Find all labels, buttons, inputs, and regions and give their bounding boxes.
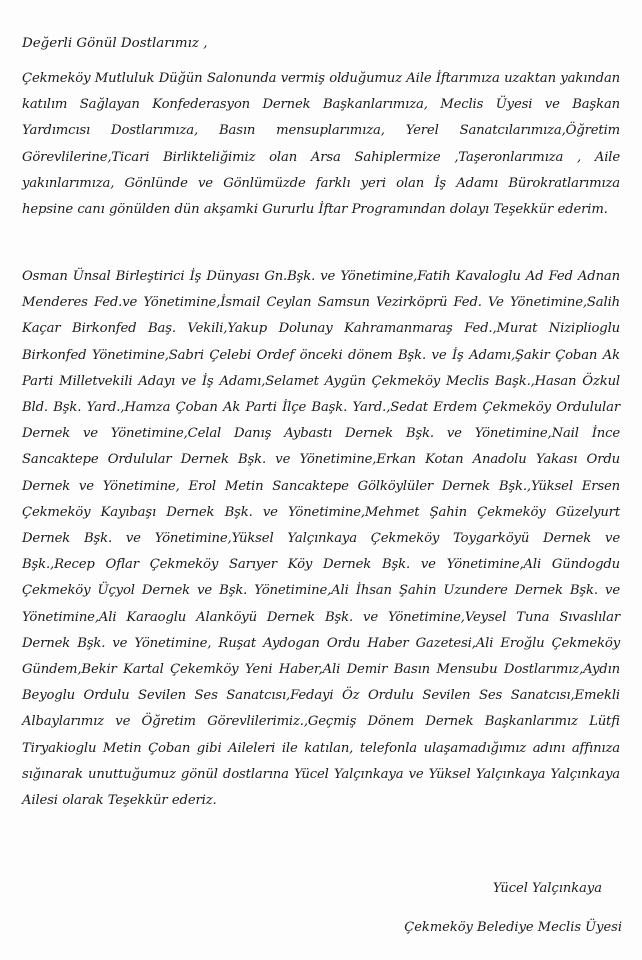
letter-salutation: Değerli Gönül Dostlarımız ,	[22, 36, 208, 51]
signature-title: Çekmeköy Belediye Meclis Üyesi	[404, 920, 622, 935]
letter-paragraph-thanks: Çekmeköy Mutluluk Düğün Salonunda vermiş olduğumuz Aile İftarımıza uzaktan yakından katılım Sağlayan Konfederasyon Dernek Başkanlarımıza, Meclis Üyesi ve Başkan Yardımcısı Dostlarımıza, Basın mensuplarımıza, Yerel Sanatcılarımıza,Öğretim Görevlilerine,Ticari Birlikteliğimiz olan Arsa Sahiplermize ,Taşeronlarımıza , Aile yakınlarımıza, Gönlünde ve Gönlümüzde farklı yeri olan İş Adamı Bürokratlarımıza hepsine canı gönülden dün akşamki Gururlu İftar Programından dolayı Teşekkür ederim.	[22, 71, 620, 218]
letter-paragraph-names: Osman Ünsal Birleştirici İş Dünyası Gn.Bşk. ve Yönetimine,Fatih Kavaloglu Ad Fed Adnan Menderes Fed.ve Yönetimine,İsmail Ceylan Samsun Vezirköprü Fed. Ve Yönetimine,Salih Kaçar Birkonfed Baş. Vekili,Yakup Dolunay Kahramanmaraş Fed.,Murat Niziplioglu Birkonfed Yönetimine,Sabri Çelebi Ordef önceki dönem Bşk. ve İş Adamı,Şakir Çoban Ak Parti Milletvekili Adayı ve İş Adamı,Selamet Aygün Çekmeköy Meclis Başk.,Hasan Özkul Bld. Bşk. Yard.,Hamza Çoban Ak Parti İlçe Başk. Yard.,Sedat Erdem Çekmeköy Ordulular Dernek ve Yönetimine,Celal Danış Aybastı Dernek Bşk. ve Yönetimine,Nail İnce Sancaktepe Ordulular Dernek Bşk. ve Yönetimine,Erkan Kotan Anadolu Yakası Ordu Dernek ve Yönetimine, Erol Metin Sancaktepe Gölköylüler Dernek Bşk.,Yüksel Ersen Çekmeköy Kayıbaşı Dernek Bşk. ve Yönetimine,Mehmet Şahin Çekmeköy Güzelyurt Dernek Bşk. ve Yönetimine,Yüksel Yalçınkaya Çekmeköy Toygarköyü Dernek ve Bşk.,Recep Oflar Çekmeköy Sarıyer Köy Dernek Bşk. ve Yönetimine,Ali Gündogdu Çekmeköy Üçyol Dernek ve Bşk. Yönetimine,Ali İhsan Şahin Uzundere Dernek Bşk. ve Yönetimine,Ali Karaoglu Alanköyü Dernek Bşk. ve Yönetimine,Veysel Tuna Sıvaslılar Dernek Bşk. ve Yönetimine, Ruşat Aydogan Ordu Haber Gazetesi,Ali Eroğlu Çekmeköy Gündem,Bekir Kartal Çekemköy Yeni Haber,Ali Demir Basın Mensubu Dostlarımız,Aydın Beyoglu Ordulu Sevilen Ses Sanatcısı,Fedayi Öz Ordulu Sevilen Ses Sanatcısı,Emekli Albaylarımız ve Öğretim Görevlilerimiz.,Geçmiş Dönem Dernek Başkanlarımız Lütfi Tiryakioglu Metin Çoban gibi Aileleri ile katılan, telefonla ulaşamadığımız adını affınıza sığınarak unuttuğumuz gönül dostlarına Yücel Yalçınkaya ve Yüksel Yalçınkaya Yalçınkaya Ailesi olarak Teşekkür ederiz.	[22, 269, 620, 809]
signature-name: Yücel Yalçınkaya	[492, 881, 602, 896]
